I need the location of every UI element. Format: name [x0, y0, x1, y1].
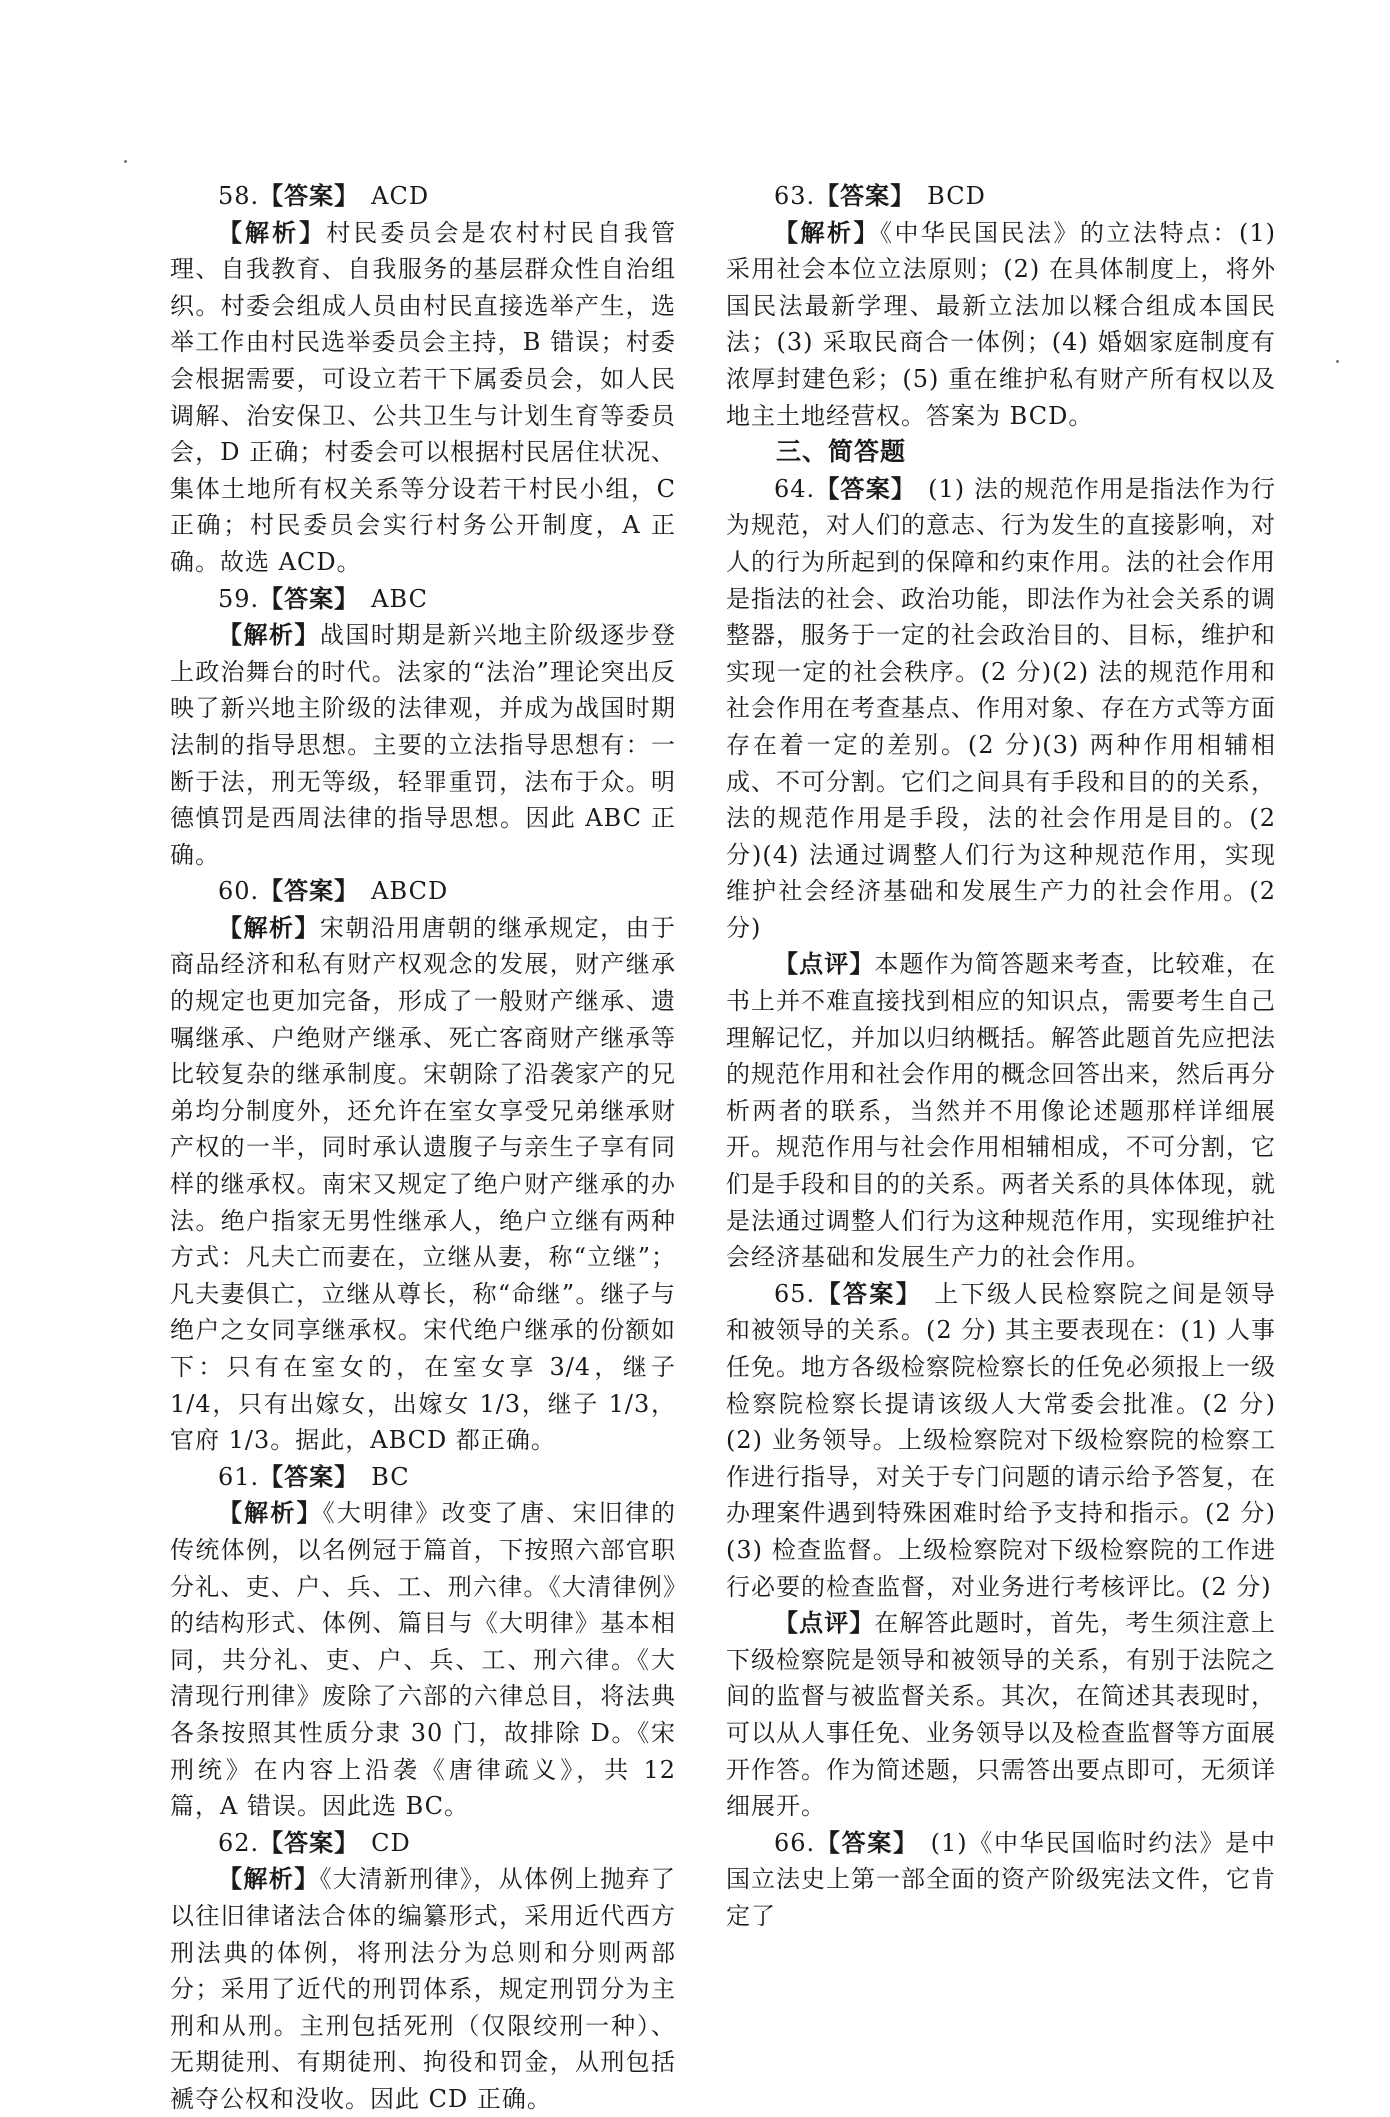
- answer-62: [170, 1825, 676, 1862]
- answer-label: 【答案】: [259, 1462, 360, 1491]
- question-number: 62.: [218, 1828, 260, 1857]
- analysis-58: [170, 215, 676, 581]
- analysis-text: 《大明律》改变了唐、宋旧律的传统体例，以名例冠于篇首，下按照六部官职分礼、吏、户、兵、工、刑六律。《大清律例》的结构形式、体例、篇目与《大明律》基本相同，共分礼、吏、户、兵、工、刑六律。《大清现行刑律》废除了六部的六律总目，将法典各条按照其性质分隶 30 门，故排除 D。《宋刑统》在内容上沿袭《唐律疏义》，共 12 篇，A 错误。因此选 BC。: [170, 1499, 677, 1821]
- answer-58: [170, 178, 676, 215]
- question-number: 59.: [218, 584, 260, 613]
- analysis-text: 宋朝沿用唐朝的继承规定，由于商品经济和私有财产权观念的发展，财产继承的规定也更加完备，形成了一般财产继承、遗嘱继承、户绝财产继承、死亡客商财产继承等比较复杂的继承制度。宋朝除了沿袭家产的兄弟均分制度外，还允许在室女享受兄弟继承财产权的一半，同时承认遗腹子与亲生子享有同样的继承权。南宋又规定了绝户财产继承的办法。绝户指家无男性继承人，绝户立继有两种方式：凡夫亡而妻在，立继从妻，称“立继”；凡夫妻俱亡，立继从尊长，称“命继”。继子与绝户之女同享继承权。宋代绝户继承的份额如下：只有在室女的，在室女享 3/4，继子 1/4，只有出嫁女，出嫁女 1/3，继子 1/3，官府 1/3。据此，ABCD 都正确。: [170, 913, 677, 1455]
- answer-text: 上下级人民检察院之间是领导和被领导的关系。(2 分) 其主要表现在：(1) 人事任免。地方各级检察院检察长的任免必须报上一级检察院检察长提请该级人大常委会批准。(2 分)(2) 业务领导。上级检察院对下级检察院的检察工作进行指导，对关于专门问题的请示给予答复，在办理案件遇到特殊困难时给予支持和指示。(2 分)(3) 检查监督。上级检察院对下级检察院的工作进行必要的检查监督，对业务进行考核评比。(2 分): [726, 1279, 1277, 1601]
- answer-label: 【答案】: [815, 1828, 919, 1857]
- analysis-label: 【解析】: [218, 1499, 323, 1528]
- answer-63: [726, 178, 1276, 215]
- analysis-label: 【解析】: [218, 621, 320, 650]
- answer-label: 【答案】: [815, 182, 916, 210]
- comment-64: [726, 946, 1276, 1275]
- left-column: [170, 178, 676, 2117]
- question-number: 60.: [218, 877, 260, 906]
- question-number: 58.: [218, 182, 260, 210]
- answer-59: [170, 581, 676, 618]
- answer-label: 【答案】: [259, 877, 360, 906]
- answer-value: ABC: [371, 584, 428, 613]
- answer-value: BCD: [927, 182, 986, 210]
- question-number: 61.: [218, 1462, 260, 1491]
- analysis-text: 战国时期是新兴地主阶级逐步登上政治舞台的时代。法家的“法治”理论突出反映了新兴地主阶级的法律观，并成为战国时期法制的指导思想。主要的立法指导思想有：一断于法，刑无等级，轻罪重罚，法布于众。明德慎罚是西周法律的指导思想。因此 ABC 正确。: [170, 621, 677, 869]
- analysis-label: 【解析】: [218, 218, 327, 247]
- comment-label: 【点评】: [774, 950, 875, 979]
- answer-text: (1) 法的规范作用是指法作为行为规范，对人们的意志、行为发生的直接影响，对人的行为所起到的保障和约束作用。法的社会作用是指法的社会、政治功能，即法作为社会关系的调整器，服务于一定的社会政治目的、目标，维护和实现一定的社会秩序。(2 分)(2) 法的规范作用和社会作用在考查基点、作用对象、存在方式等方面存在着一定的差别。(2 分)(3) 两种作用相辅相成、不可分割。它们之间具有手段和目的的关系，法的规范作用是手段，法的社会作用是目的。(2 分)(4) 法通过调整人们行为这种规范作用，实现维护社会经济基础和发展生产力的社会作用。(2 分): [726, 474, 1277, 942]
- answer-text: (1)《中华民国临时约法》是中国立法史上第一部全面的资产阶级宪法文件，它肯定了: [726, 1828, 1277, 1930]
- question-number: 65.: [774, 1279, 816, 1308]
- answer-value: ACD: [371, 182, 430, 210]
- analysis-text: 村民委员会是农村村民自我管理、自我教育、自我服务的基层群众性自治组织。村委会组成人员由村民直接选举产生，选举工作由村民选举委员会主持，B 错误；村委会根据需要，可设立若干下属委员会，如人民调解、治安保卫、公共卫生与计划生育等委员会，D 正确；村委会可以根据村民居住状况、集体土地所有权关系等分设若干村民小组，C 正确；村民委员会实行村务公开制度，A 正确。故选 ACD。: [170, 218, 676, 576]
- answer-66: [726, 1825, 1276, 1935]
- analysis-59: [170, 617, 676, 873]
- answer-60: [170, 873, 676, 910]
- answer-value: BC: [371, 1462, 410, 1491]
- answer-65: [726, 1276, 1276, 1605]
- analysis-text: 《中华民国民法》的立法特点：(1) 采用社会本位立法原则；(2) 在具体制度上，将外国民法最新学理、最新立法加以糅合组成本国民法；(3) 采取民商合一体例；(4) 婚姻家庭制度有浓厚封建色彩；(5) 重在维护私有财产所有权以及地主土地经营权。答案为 BCD。: [726, 218, 1276, 430]
- scan-speck: [124, 160, 127, 163]
- answer-label: 【答案】: [259, 1828, 360, 1857]
- answer-label: 【答案】: [815, 1279, 923, 1308]
- analysis-63: [726, 215, 1276, 435]
- right-column: [726, 178, 1276, 1935]
- analysis-62: [170, 1861, 676, 2117]
- analysis-label: 【解析】: [218, 913, 320, 942]
- analysis-text: 《大清新刑律》，从体例上抛弃了以往旧律诸法合体的编纂形式，采用近代西方刑法典的体例，将刑法分为总则和分则两部分；采用了近代的刑罚体系，规定刑罚分为主刑和从刑。主刑包括死刑（仅限绞刑一种）、无期徒刑、有期徒刑、拘役和罚金，从刑包括褫夺公权和没收。因此 CD 正确。: [170, 1865, 677, 2113]
- section-heading: 三、简答题: [776, 437, 907, 467]
- comment-text: 本题作为简答题来考查，比较难，在书上并不难直接找到相应的知识点，需要考生自己理解记忆，并加以归纳概括。解答此题首先应把法的规范作用和社会作用的概念回答出来，然后再分析两者的联系，当然并不用像论述题那样详细展开。规范作用与社会作用相辅相成，不可分割，它们是手段和目的的关系。两者关系的具体体现，就是法通过调整人们行为这种规范作用，实现维护社会经济基础和发展生产力的社会作用。: [726, 950, 1276, 1272]
- analysis-61: [170, 1495, 676, 1824]
- comment-text: 在解答此题时，首先，考生须注意上下级检察院是领导和被领导的关系，有别于法院之间的监督与被监督关系。其次，在简述其表现时，可以从人事任免、业务领导以及检查监督等方面展开作答。作为简述题，只需答出要点即可，无须详细展开。: [726, 1609, 1276, 1821]
- answer-label: 【答案】: [815, 474, 917, 503]
- answer-label: 【答案】: [259, 584, 360, 613]
- analysis-label: 【解析】: [774, 218, 880, 247]
- scan-speck: [1336, 360, 1339, 363]
- question-number: 66.: [774, 1828, 816, 1857]
- comment-65: [726, 1605, 1276, 1825]
- comment-label: 【点评】: [774, 1609, 875, 1638]
- analysis-60: [170, 910, 676, 1459]
- question-number: 64.: [774, 474, 816, 503]
- answer-label: 【答案】: [259, 182, 360, 210]
- question-number: 63.: [774, 182, 816, 210]
- answer-64: [726, 471, 1276, 947]
- answer-value: ABCD: [371, 877, 449, 906]
- answer-value: CD: [371, 1828, 411, 1857]
- analysis-label: 【解析】: [218, 1865, 320, 1894]
- answer-61: [170, 1459, 676, 1496]
